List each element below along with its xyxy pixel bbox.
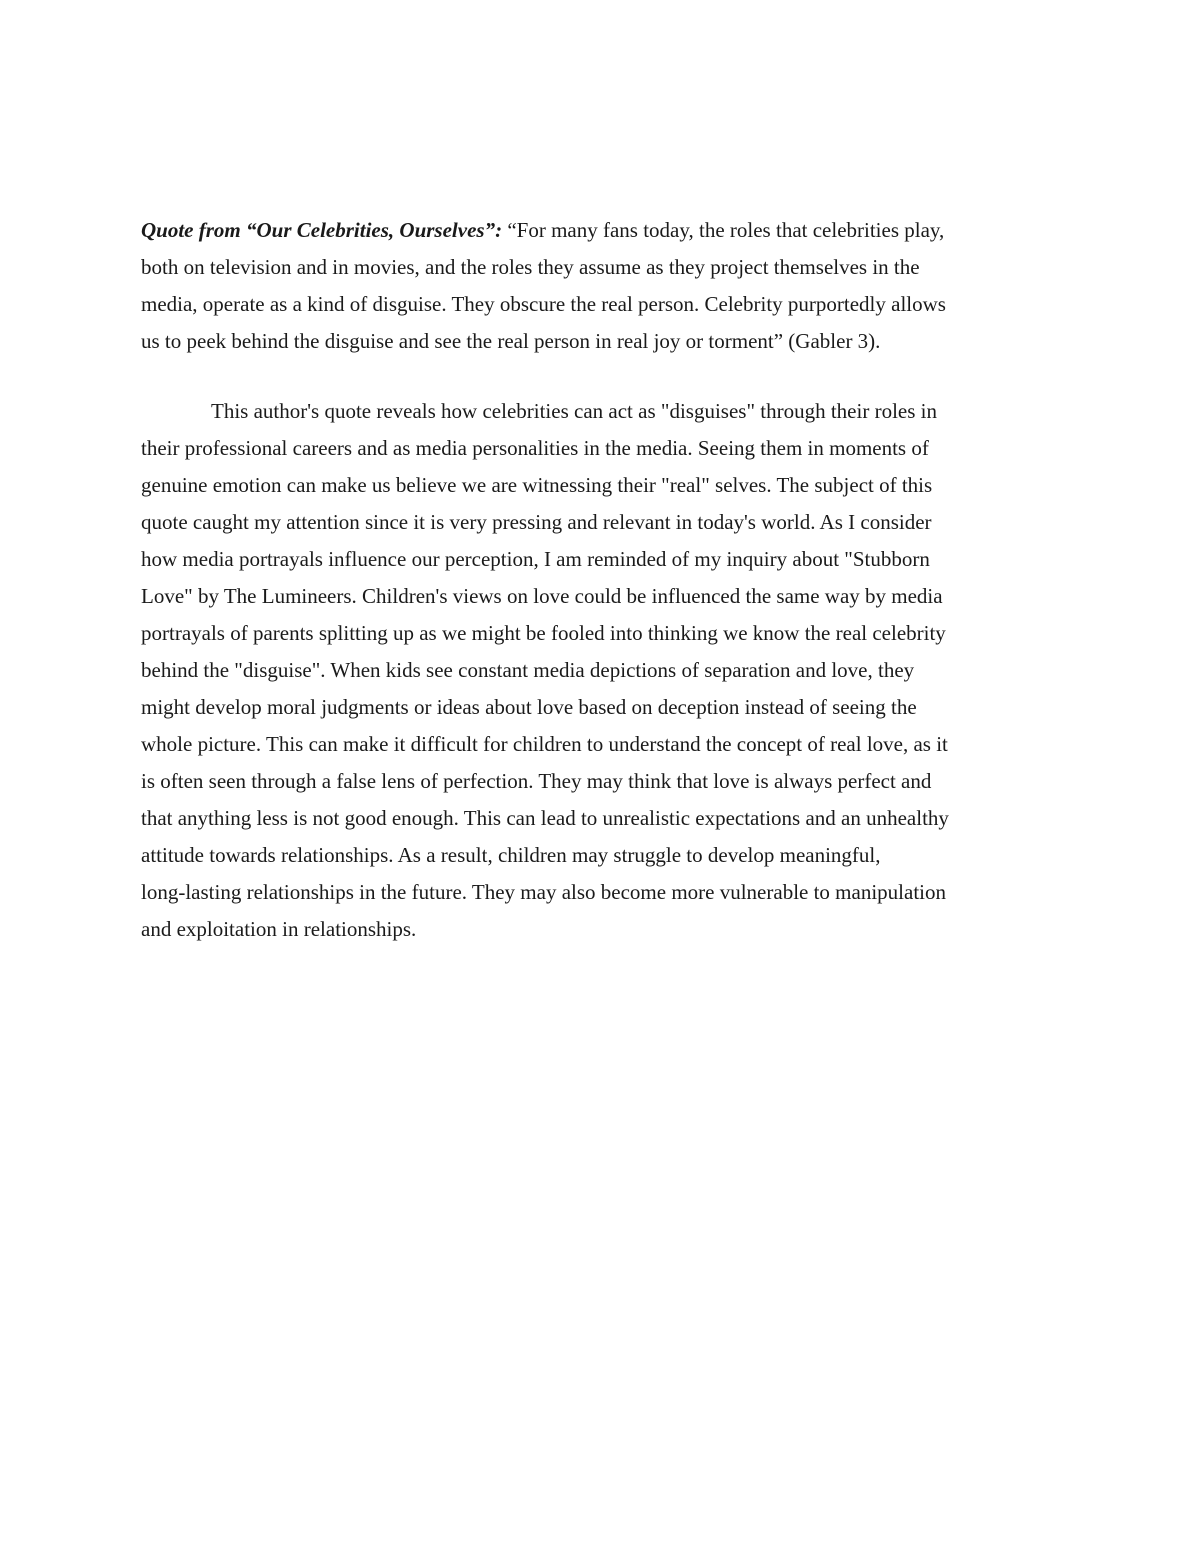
quote-line: us to peek behind the disguise and see the real person in real joy or torment” (Gabler 3). (141, 329, 881, 353)
paragraph-line: their professional careers and as media personalities in the media. Seeing them in moments of (141, 436, 929, 460)
quote-block (141, 212, 1061, 360)
paragraph-line: portrayals of parents splitting up as we might be fooled into thinking we know the real celebrity (141, 621, 946, 645)
paragraph-line: that anything less is not good enough. This can lead to unrealistic expectations and an unhealthy (141, 806, 949, 830)
response-paragraph (141, 393, 1061, 948)
paragraph-line: Love" by The Lumineers. Children's views on love could be influenced the same way by media (141, 584, 943, 608)
paragraph-line: long-lasting relationships in the future. They may also become more vulnerable to manipulation (141, 880, 946, 904)
paragraph-line: and exploitation in relationships. (141, 917, 417, 941)
paragraph-line: whole picture. This can make it difficult for children to understand the concept of real love, as it (141, 732, 948, 756)
paragraph-line: behind the "disguise". When kids see constant media depictions of separation and love, they (141, 658, 915, 682)
paragraph-line: This author's quote reveals how celebrities can act as "disguises" through their roles in (211, 399, 937, 423)
quote-line: media, operate as a kind of disguise. They obscure the real person. Celebrity purportedly allows (141, 292, 946, 316)
paragraph-line: how media portrayals influence our perception, I am reminded of my inquiry about "Stubborn (141, 547, 930, 571)
paragraph-spacer (141, 360, 1061, 393)
paragraph-line: is often seen through a false lens of perfection. They may think that love is always perfect and (141, 769, 932, 793)
quote-text: “For many fans today, the roles that celebrities play, (502, 218, 945, 242)
paragraph-line: quote caught my attention since it is very pressing and relevant in today's world. As I consider (141, 510, 932, 534)
document-body (141, 212, 1061, 948)
quote-line: both on television and in movies, and the roles they assume as they project themselves in the (141, 255, 920, 279)
paragraph-line: might develop moral judgments or ideas about love based on deception instead of seeing the (141, 695, 917, 719)
quote-line (141, 212, 1061, 249)
paragraph-line: attitude towards relationships. As a result, children may struggle to develop meaningful, (141, 843, 881, 867)
quote-source-label: Quote from “Our Celebrities, Ourselves”: (141, 218, 503, 242)
paragraph-line: genuine emotion can make us believe we are witnessing their "real" selves. The subject of this (141, 473, 933, 497)
